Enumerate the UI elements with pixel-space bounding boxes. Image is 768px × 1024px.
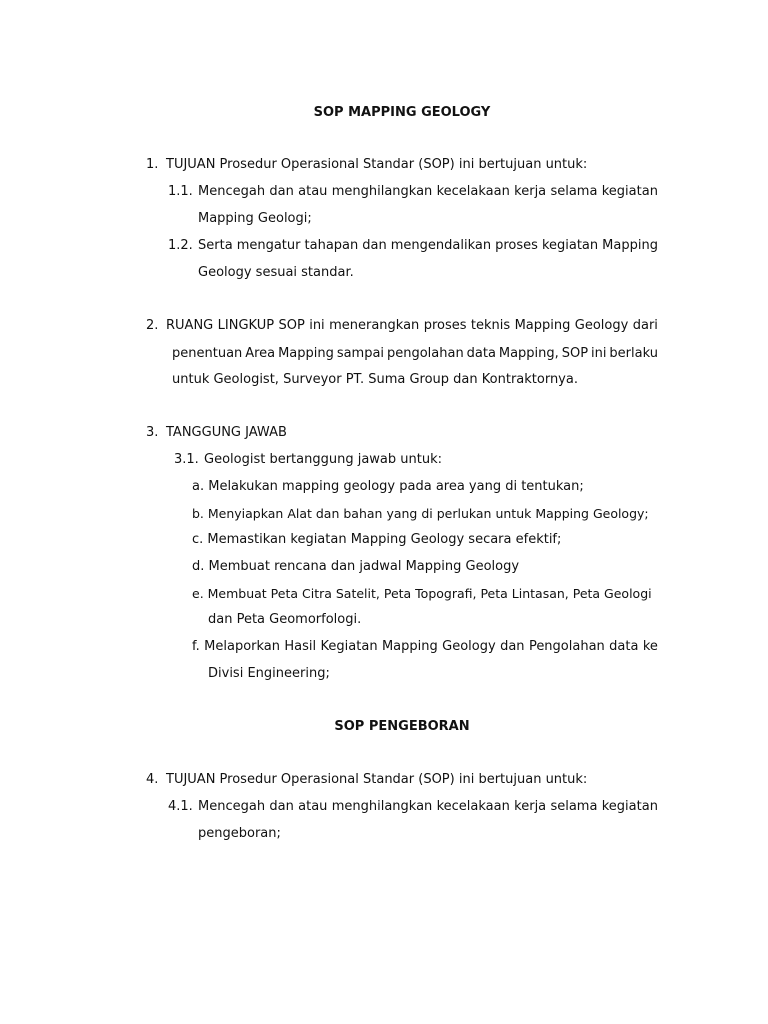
list-item-f-line1-text-word: Melaporkan (204, 639, 281, 654)
item-4-1-line1-text-word: kecelakaan (436, 799, 510, 814)
section-2-line2-text-word: berlaku (609, 346, 658, 361)
section-2-line1-text-word: menerangkan (329, 318, 420, 333)
item-1-1-line1-text-word: kecelakaan (436, 184, 510, 199)
list-item-f-line1-text-word: Hasil (284, 639, 317, 654)
section-2-line2 (172, 346, 658, 362)
section-2-line1-text-word: proses (423, 318, 467, 333)
section-2-line1-text-word: Geology (574, 318, 629, 333)
item-1-2-number: 1.2. (168, 238, 193, 253)
item-1-1-line1 (198, 184, 658, 200)
section-2-line1-text-word: dari (632, 318, 658, 333)
item-1-1-number: 1.1. (168, 184, 193, 199)
section-2-line1-text-word: ini (309, 318, 325, 333)
item-4-1-line1-text-word: kegiatan (601, 799, 658, 814)
item-1-2-line1-text-word: proses (495, 238, 538, 253)
section-2-line1-text-word: teknis (470, 318, 511, 333)
item-1-1-line2: Mapping Geologi; (198, 211, 312, 226)
section-2-line3: untuk Geologist, Surveyor PT. Suma Group dan Kontraktornya. (172, 372, 578, 387)
section-2-number: 2. (146, 318, 159, 333)
list-item-e-line2: dan Peta Geomorfologi. (208, 612, 362, 627)
section-4-text: TUJUAN Prosedur Operasional Standar (SOP) ini bertujuan untuk: (166, 772, 588, 787)
section-2-line1-text-word: SOP (278, 318, 305, 333)
list-item-f-line1-text-word: ke (642, 639, 658, 654)
item-1-1-line1-text-word: kerja (514, 184, 547, 199)
list-item-f-line1-text-word: data (609, 639, 639, 654)
item-4-1-line1-text-word: kerja (514, 799, 547, 814)
list-item-f-line1-text-word: f. (192, 639, 200, 654)
item-1-1-line1-text-word: atau (298, 184, 328, 199)
list-item-d: d. Membuat rencana dan jadwal Mapping Geology (192, 559, 520, 574)
item-1-1-line1-text-word: menghilangkan (331, 184, 433, 199)
section-2-line2-text-word: pengolahan (386, 346, 464, 361)
list-item-f-line1-text-word: Pengolahan (528, 639, 605, 654)
item-1-1-line1-text-word: kegiatan (601, 184, 658, 199)
section-2-line1-text-word: LINGKUP (217, 318, 275, 333)
item-4-1-line1-text-word: atau (298, 799, 328, 814)
item-1-2-line1-text-word: dan (362, 238, 387, 253)
section-4-number: 4. (146, 772, 159, 787)
item-1-1-line1-text-word: Mencegah (198, 184, 266, 199)
list-item-e-line1: e. Membuat Peta Citra Satelit, Peta Topografi, Peta Lintasan, Peta Geologi (192, 586, 652, 601)
list-item-f-line1-text-word: dan (500, 639, 525, 654)
item-1-2-line1 (198, 238, 658, 254)
item-1-2-line1-text-word: tahapan (304, 238, 359, 253)
section-2-line2-text-word: data (466, 346, 496, 361)
section-3-text: TANGGUNG JAWAB (166, 425, 287, 440)
item-4-1-line1-text-word: Mencegah (198, 799, 266, 814)
item-4-1-number: 4.1. (168, 799, 193, 814)
item-1-2-line1-text-word: mengendalikan (390, 238, 492, 253)
list-item-f-line1-text-word: Mapping (381, 639, 438, 654)
section-title-pengeboran: SOP PENGEBORAN (334, 719, 470, 734)
section-1-number: 1. (146, 157, 159, 172)
section-2-line2-text-word: Mapping, (498, 346, 559, 361)
item-1-2-line1-text-word: Serta (198, 238, 233, 253)
item-4-1-line1-text-word: menghilangkan (331, 799, 433, 814)
list-item-a: a. Melakukan mapping geology pada area yang di tentukan; (192, 479, 584, 494)
section-2-line1 (166, 318, 658, 334)
section-3-number: 3. (146, 425, 159, 440)
section-1-text: TUJUAN Prosedur Operasional Standar (SOP) ini bertujuan untuk: (166, 157, 588, 172)
item-4-1-line1 (198, 799, 658, 815)
list-item-b: b. Menyiapkan Alat dan bahan yang di perlukan untuk Mapping Geology; (192, 506, 649, 521)
item-1-2-line1-text-word: Mapping (602, 238, 658, 253)
section-2-line2-text-word: SOP (561, 346, 589, 361)
section-2-line1-text-word: Mapping (514, 318, 571, 333)
item-1-2-line1-text-word: kegiatan (541, 238, 599, 253)
list-item-f-line1-text-word: Geology (442, 639, 496, 654)
item-1-2-line1-text-word: mengatur (236, 238, 301, 253)
section-2-line2-text-word: ini (591, 346, 607, 361)
section-2-line2-text-word: Mapping (278, 346, 334, 361)
list-item-c: c. Memastikan kegiatan Mapping Geology secara efektif; (192, 532, 562, 547)
item-4-1-line1-text-word: dan (269, 799, 294, 814)
list-item-f-line2: Divisi Engineering; (208, 666, 330, 681)
list-item-f-line1 (192, 639, 658, 655)
section-2-line2-text-word: Area (245, 346, 276, 361)
item-4-1-line1-text-word: selama (550, 799, 598, 814)
section-2-line2-text-word: penentuan (172, 346, 243, 361)
section-2-line2-text-word: sampai (336, 346, 385, 361)
item-1-2-line2: Geology sesuai standar. (198, 265, 354, 280)
item-3-1-number: 3.1. (174, 452, 199, 467)
item-1-1-line1-text-word: dan (269, 184, 294, 199)
item-3-1-text: Geologist bertanggung jawab untuk: (204, 452, 443, 467)
section-2-line1-text-word: RUANG (166, 318, 214, 333)
item-4-1-line2: pengeboran; (198, 826, 281, 841)
document-title: SOP MAPPING GEOLOGY (313, 105, 491, 120)
item-1-1-line1-text-word: selama (550, 184, 598, 199)
list-item-f-line1-text-word: Kegiatan (320, 639, 378, 654)
